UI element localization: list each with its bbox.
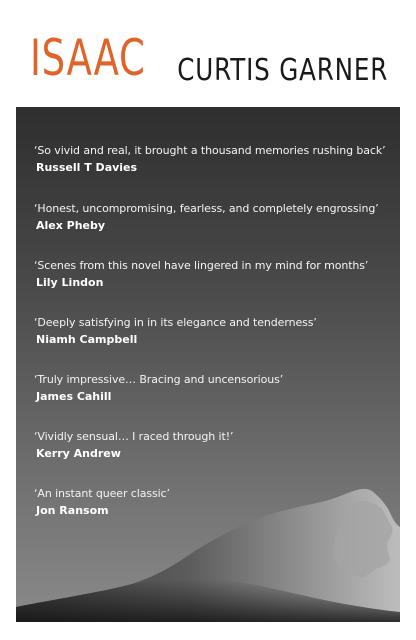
quote-block — [34, 201, 394, 233]
book-author: CURTIS GARNER — [177, 53, 388, 88]
quote-source: James Cahill — [36, 390, 112, 403]
quote-block — [34, 486, 394, 518]
quote-source: Kerry Andrew — [36, 447, 121, 460]
quote-source: Jon Ransom — [36, 504, 109, 517]
quote-source: Niamh Campbell — [36, 333, 138, 346]
quote-source: Lily Lindon — [36, 276, 104, 289]
quote-text: ‘An instant queer classic’ — [34, 487, 170, 500]
praise-quotes — [16, 107, 400, 622]
book-title: ISAAC — [30, 29, 146, 87]
quote-text: ‘Honest, uncompromising, fearless, and completely engrossing’ — [34, 202, 379, 215]
quote-source: Alex Pheby — [36, 219, 106, 232]
quote-text: ‘Deeply satisfying in in its elegance and tenderness’ — [34, 316, 317, 329]
quote-source: Russell T Davies — [36, 161, 138, 174]
quote-block — [34, 429, 394, 461]
quote-text: ‘Truly impressive… Bracing and uncensorious’ — [34, 373, 284, 386]
quote-text: ‘Vividly sensual… I raced through it!’ — [34, 430, 234, 443]
quote-block — [34, 372, 394, 404]
quote-text: ‘So vivid and real, it brought a thousand memories rushing back’ — [34, 144, 386, 157]
quote-text: ‘Scenes from this novel have lingered in my mind for months’ — [34, 259, 369, 272]
quote-block — [34, 143, 394, 175]
quote-block — [34, 315, 394, 347]
quote-block — [34, 258, 394, 290]
